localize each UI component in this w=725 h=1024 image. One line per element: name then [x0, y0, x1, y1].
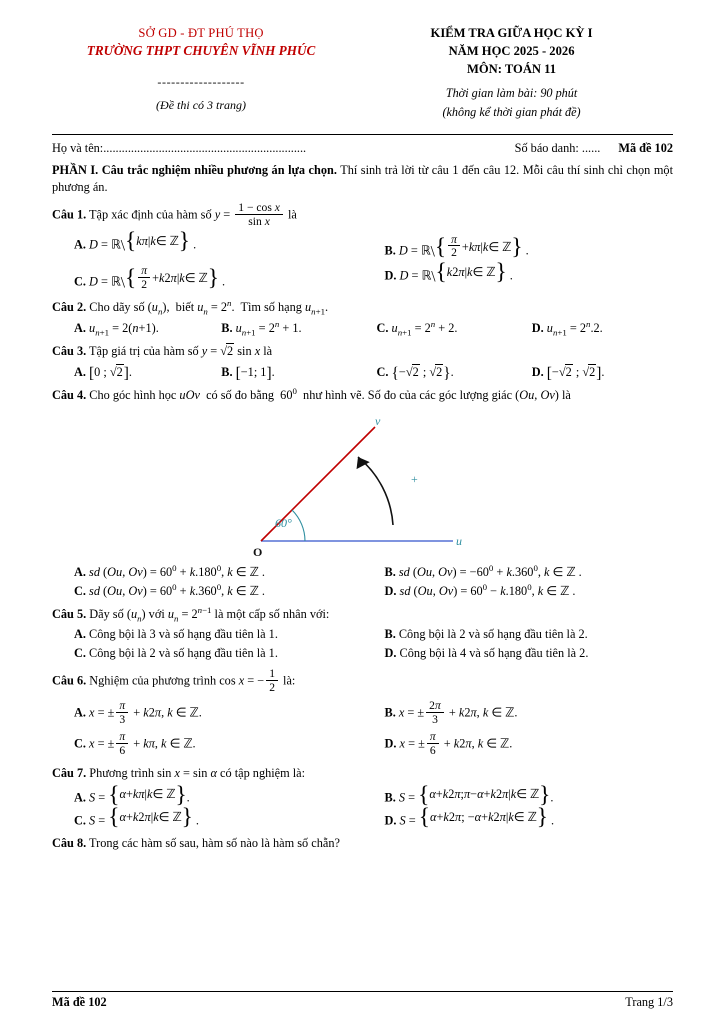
option-5-B[interactable]: B. Công bội là 2 và số hạng đầu tiên là 2. [384, 627, 588, 642]
question-4: Câu 4. Cho góc hình học uOv có số đo bằng $60^0$ như hình vẽ. Số đo của các góc lượng giác (Ou, Ov) là [52, 385, 571, 402]
option-7-B[interactable]: B. S = { α + k 2 π ; π − α + k 2 π | k ∈ ℤ } . [384, 781, 554, 808]
option-2-D[interactable]: D. $u_{n+1} = 2^n.2$. [531, 318, 603, 338]
document-header [52, 26, 673, 120]
angle-figure-svg [153, 413, 573, 561]
school-block [52, 26, 350, 113]
exam-code: Mã đề 102 [618, 141, 673, 155]
question-2-label: Câu 2. [52, 300, 87, 315]
question-8 [52, 835, 673, 853]
option-5-A-text: Công bội là 3 và số hạng đầu tiên là 1. [89, 627, 278, 642]
option-3-A[interactable]: A. [0 ; √2]. [74, 364, 132, 382]
direction-arrowhead [351, 453, 369, 469]
exam-block [350, 26, 673, 120]
option-1-B[interactable]: B. D = ℝ\ { $\frac{\pi}{2}$ + kπ | k ∈ ℤ } . [384, 232, 529, 261]
option-7-D[interactable]: D. S = { α + k 2 π ; − α + k 2 π | k ∈ ℤ } . [384, 804, 555, 831]
option-7-C[interactable]: C. S = { α + k 2 π | k ∈ ℤ } . [74, 804, 199, 831]
option-7-A[interactable]: A. S = { α + kπ | k ∈ ℤ } . [74, 781, 190, 808]
part-1-heading [52, 162, 673, 195]
option-5-C-text: Công bội là 2 và số hạng đầu tiên là 1. [89, 646, 278, 661]
exam-title: KIỂM TRA GIỮA HỌC KỲ I [430, 26, 593, 40]
option-6-C[interactable]: C. x = ± $\frac{\pi}{6}$ + kπ, k ∈ ℤ. [74, 730, 196, 758]
question-3-text: Tập giá trị của hàm số [89, 343, 202, 358]
question-1-options-row-1 [52, 228, 673, 261]
question-3: Câu 3. Tập giá trị của hàm số y = √2 sin x là [52, 343, 273, 358]
plus-sign: + [410, 471, 418, 486]
option-3-B[interactable]: B. [−1; 1]. [221, 364, 275, 382]
question-4-options-row-1 [52, 562, 673, 580]
department-name: SỞ GD - ĐT PHÚ THỌ [138, 26, 264, 40]
option-1-A[interactable]: A. D = ℝ\ { kπ | k ∈ ℤ } . [74, 228, 197, 254]
question-5-text: Dãy số [89, 606, 127, 621]
option-4-D[interactable]: D. sd (Ou, $Ov) = 60^0 - k.180^0$, k ∈ ℤ . [384, 581, 576, 598]
option-5-D-text: Công bội là 4 và số hạng đầu tiên là 2. [399, 646, 589, 661]
question-7-options-row-1 [52, 781, 673, 808]
part-1-title: PHẦN I. Câu trắc nghiệm nhiều phương án lựa chọn. [52, 163, 337, 177]
question-8-text: Trong các hàm số sau, hàm số nào là hàm số chẵn? [89, 836, 340, 851]
question-2-options [52, 318, 673, 338]
question-6-text: Nghiệm của phương trình cos [89, 673, 239, 688]
option-1-D[interactable]: D. D = ℝ\ { k 2 π | k ∈ ℤ } . [384, 259, 513, 286]
fraction: $\frac{\text{1 − cos x}}{\text{sin x}}$ [235, 201, 283, 228]
question-5-options-row-2 [52, 646, 673, 661]
option-4-C[interactable]: C. sd (Ou, $Ov) = 60^0 + k.360^0$, k ∈ ℤ . [74, 581, 265, 598]
question-8-label: Câu 8. [52, 836, 87, 851]
option-6-B[interactable]: B. x = ± $\frac{2\pi}{3}$ + k2π, k ∈ ℤ. [384, 698, 518, 726]
option-1-C[interactable]: C. D = ℝ\ { $\frac{\pi}{2}$ + k 2 π | k ∈ ℤ } . [74, 263, 226, 292]
question-6: Câu 6. Nghiệm của phương trình cos x = − $\frac{1}{2}$ là: [52, 667, 296, 695]
direction-arc [358, 457, 393, 525]
question-7-options-row-2 [52, 804, 673, 831]
part-1-instruction: Thí sinh trả lời từ câu 1 đến câu 12. Mỗi câu thí sinh chỉ chọn một phương án. [52, 163, 673, 194]
footer-page-number: Trang 1/3 [625, 995, 673, 1009]
duration-note: (không kể thời gian phát đề) [442, 105, 581, 119]
question-6-options-row-2 [52, 731, 673, 758]
question-4-options-row-2 [52, 581, 673, 599]
name-label: Họ và tên: [52, 141, 104, 155]
page-footer [52, 991, 673, 1010]
question-1-options-row-2 [52, 259, 673, 292]
option-5-D[interactable]: D. Công bội là 4 và số hạng đầu tiên là 2. [384, 646, 589, 661]
option-5-B-text: Công bội là 2 và số hạng đầu tiên là 2. [398, 627, 588, 642]
option-3-C[interactable]: C. {−√2 ; √2}. [376, 364, 454, 382]
option-6-A[interactable]: A. x = ± $\frac{\pi}{3}$ + k2π, k ∈ ℤ. [74, 698, 202, 726]
question-3-label: Câu 3. [52, 343, 87, 358]
school-year: NĂM HỌC 2025 - 2026 [448, 44, 575, 58]
question-2: Câu 2. Cho dãy số $(u_n)$, biết $u_n = 2^n$. Tìm số hạng $u_{n+1}$. [52, 298, 329, 317]
option-4-A[interactable]: A. sd (Ou, $Ov) = 60^0 + k.180^0$, k ∈ ℤ . [74, 562, 265, 579]
question-2-text: Cho dãy số [89, 300, 148, 315]
question-5-label: Câu 5. [52, 606, 87, 621]
candidate-info-line [52, 141, 673, 156]
angle-arc [292, 510, 305, 541]
label-u: u [455, 533, 462, 548]
angle-label: 60° [274, 515, 292, 530]
name-dotted-field: .................................................................. [103, 141, 307, 155]
question-5: Câu 5. Dãy số $(u_n)$ với $u_n = 2^{n-1}$ là một cấp số nhân với: [52, 604, 330, 624]
option-5-C[interactable]: C. Công bội là 2 và số hạng đầu tiên là 1. [74, 646, 278, 661]
option-2-A[interactable]: A. $u_{n+1} = 2(n+1)$. [74, 320, 159, 338]
option-5-A[interactable]: A. Công bội là 3 và số hạng đầu tiên là 1. [74, 627, 278, 642]
question-4-text: Cho góc hình học [89, 387, 180, 402]
divider-dashes: ------------------- [157, 75, 245, 89]
angle-figure [153, 413, 573, 561]
question-6-options-row-1 [52, 700, 673, 727]
question-7-text: Phương trình sin [89, 766, 175, 781]
question-7-label: Câu 7. [52, 766, 87, 781]
question-4-label: Câu 4. [52, 387, 87, 402]
candidate-number-label: Số báo danh: ...... [514, 141, 601, 155]
label-v: v [374, 413, 380, 428]
question-7: Câu 7. Phương trình sin x = sin α có tập nghiệm là: [52, 766, 306, 781]
school-name: TRƯỜNG THPT CHUYÊN VĨNH PHÚC [86, 43, 316, 58]
question-6-label: Câu 6. [52, 673, 87, 688]
question-1-label: Câu 1. [52, 207, 87, 222]
question-3-options [52, 365, 673, 380]
option-3-D[interactable]: D. [−√2 ; √2]. [531, 364, 605, 382]
footer-exam-code: Mã đề 102 [52, 995, 107, 1009]
pages-note: (Đề thi có 3 trang) [156, 98, 247, 112]
option-6-D[interactable]: D. x = ± $\frac{\pi}{6}$ + k2π, k ∈ ℤ. [384, 730, 513, 758]
question-5-options-row-1 [52, 627, 673, 642]
option-2-C[interactable]: C. $u_{n+1} = 2^n + 2$. [376, 318, 458, 338]
option-4-B[interactable]: B. sd (Ou, $Ov) = -60^0 + k.360^0$, k ∈ ℤ . [384, 562, 582, 579]
option-2-B[interactable]: B. $u_{n+1} = 2^n + 1$. [221, 318, 302, 338]
question-1-text: Tập xác định của hàm số [89, 207, 215, 222]
duration: Thời gian làm bài: 90 phút [445, 86, 578, 100]
header-rule [52, 134, 673, 135]
label-O: O [252, 544, 262, 559]
subject: MÔN: TOÁN 11 [466, 62, 557, 76]
question-1: Câu 1. Tập xác định của hàm số y = $\frac{\text{1 − cos x}}{\text{sin x}}$ là [52, 201, 297, 229]
